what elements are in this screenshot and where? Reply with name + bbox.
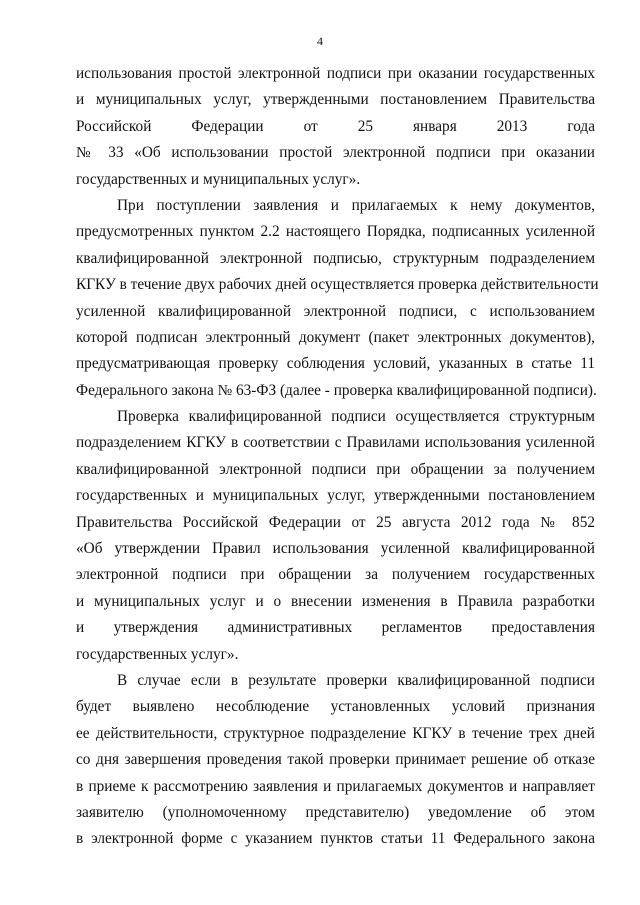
text-line: В случае если в результате проверки квалифицированной подписи — [117, 671, 595, 689]
text-line: ее действительности, структурное подразделение КГКУ в течение трех дней — [76, 724, 595, 742]
text-line: подразделением КГКУ в соответствии с Правилами использования усиленной — [76, 434, 595, 452]
text-line: предусматривающая проверку соблюдения условий, указанных в статье 11 — [76, 355, 595, 373]
text-line: электронной подписи при обращении за получением государственных — [76, 566, 595, 584]
text-line: «Об утверждении Правил использования усиленной квалифицированной — [76, 540, 595, 558]
text-line: заявителю (уполномоченному представителю) уведомление об этом — [76, 803, 595, 821]
text-line: в электронной форме с указанием пунктов статьи 11 Федерального закона — [76, 830, 595, 848]
text-line: будет выявлено несоблюдение установленных условий признания — [76, 698, 595, 716]
text-line: № 33 «Об использовании простой электронной подписи при оказании — [76, 144, 595, 162]
text-line: Правительства Российской Федерации от 25 августа 2012 года № 852 — [76, 513, 595, 531]
text-line: государственных и муниципальных услуг, утвержденными постановлением — [76, 487, 595, 505]
text-line: со дня завершения проведения такой проверки принимает решение об отказе — [76, 751, 595, 769]
text-line: предусмотренных пунктом 2.2 настоящего Порядка, подписанных усиленной — [76, 223, 595, 241]
text-line: использования простой электронной подписи при оказании государственных — [76, 65, 595, 82]
paragraph-refusal — [76, 668, 595, 853]
text-line: и муниципальных услуг, утвержденными постановлением Правительства — [76, 91, 595, 109]
text-line: Проверка квалифицированной подписи осуществляется структурным — [117, 408, 595, 426]
text-line: При поступлении заявления и прилагаемых к нему документов, — [117, 196, 595, 214]
text-line: квалифицированной электронной подписью, структурным подразделением — [76, 249, 595, 267]
paragraph-signature-check — [76, 193, 599, 404]
text-line: и утверждения административных регламентов предоставления — [76, 619, 595, 637]
page-number: 4 — [317, 34, 323, 48]
text-line: квалифицированной электронной подписи при обращении за получением — [76, 460, 595, 478]
document-body — [76, 61, 599, 853]
text-line: и муниципальных услуг и о внесении изменения в Правила разработки — [76, 592, 595, 610]
text-line: которой подписан электронный документ (пакет электронных документов), — [76, 328, 595, 346]
text-line: государственных и муниципальных услуг». — [76, 170, 361, 188]
text-line: в приеме к рассмотрению заявления и прилагаемых документов и направляет — [76, 777, 595, 795]
text-line: Федерального закона № 63-ФЗ (далее - проверка квалифицированной подписи). — [76, 381, 597, 399]
text-line: усиленной квалифицированной электронной подписи, с использованием — [76, 302, 595, 320]
paragraph-continuation — [76, 61, 595, 193]
text-line: государственных услуг». — [76, 645, 239, 663]
text-line: КГКУ в течение двух рабочих дней осуществляется проверка действительности — [76, 276, 599, 294]
paragraph-verification-rules — [76, 404, 595, 668]
text-line: Российской Федерации от 25 января 2013 года — [76, 117, 595, 135]
